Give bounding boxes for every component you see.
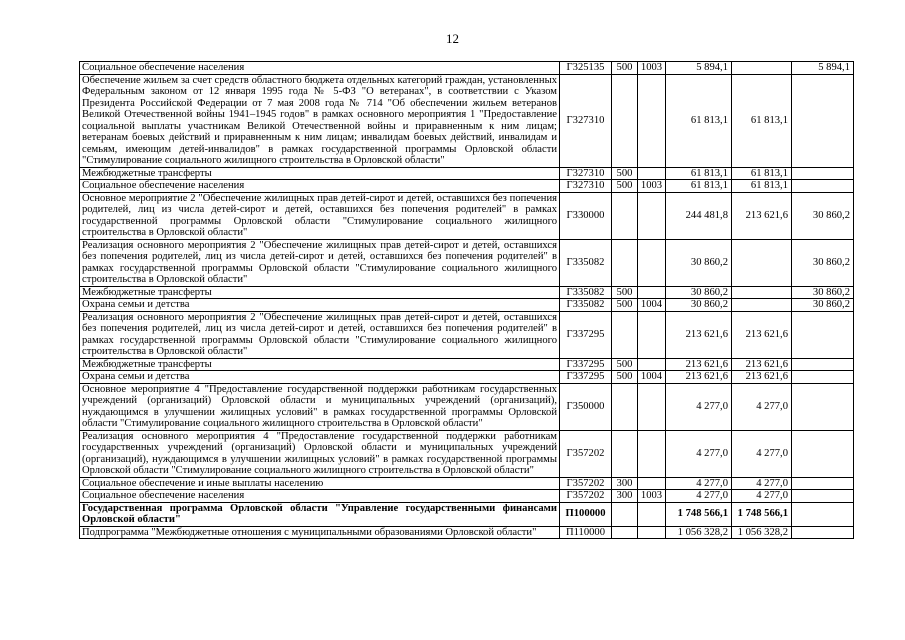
row-total-cell: 61 813,1 (666, 167, 732, 180)
row-total-cell: 4 277,0 (666, 477, 732, 490)
table-row (80, 477, 854, 490)
row-section-cell (638, 502, 666, 526)
row-expense-type-cell: 300 (612, 477, 638, 490)
row-total-cell: 5 894,1 (666, 62, 732, 75)
row-name-cell: Реализация основного мероприятия 4 "Предоставление государственной поддержки работникам государственных учреждений (организаций) Орловской области и муниципальных учреждений (организаций), нуждающимся в улучшении жилищных условий" в рамках государственной программы Орловской области "Стимулирование социального жилищного строительства в Орловской области" (80, 430, 560, 477)
row-name-cell: Межбюджетные трансферты (80, 358, 560, 371)
row-section-cell (638, 167, 666, 180)
row-expense-type-cell: 300 (612, 490, 638, 503)
row-amount2-cell (792, 383, 854, 430)
row-expense-type-cell: 500 (612, 358, 638, 371)
row-section-cell (638, 239, 666, 286)
row-expense-type-cell (612, 192, 638, 239)
table-row (80, 62, 854, 75)
row-code-cell: Г327310 (560, 167, 612, 180)
row-section-cell: 1003 (638, 62, 666, 75)
table-row (80, 167, 854, 180)
row-total-cell: 61 813,1 (666, 180, 732, 193)
row-section-cell: 1004 (638, 371, 666, 384)
row-name-cell: Охрана семьи и детства (80, 299, 560, 312)
table-body (80, 62, 854, 539)
row-name-cell: Обеспечение жильем за счет средств областного бюджета отдельных категорий граждан, установленных Федеральным законом от 12 января 1995 года № 5-ФЗ "О ветеранах", в соответствии с Указом Президента Российской Федерации от 7 мая 2008 года № 714 "Об обеспечении жильем ветеранов Великой Отечественной войны 1941–1945 годов" в рамках основного мероприятия 1 "Предоставление социальной выплаты участникам Великой Отечественной войны и приравненным к ним лицам; ветеранам боевых действий и приравненным к ним лицам; инвалидам боевых действий, инвалидам и семьям, имеющим детей-инвалидов" в рамках государственной программы Орловской области "Стимулирование социального жилищного строительства в Орловской области" (80, 74, 560, 167)
row-name-cell: Подпрограмма "Межбюджетные отношения с муниципальными образованиями Орловской области" (80, 526, 560, 539)
row-amount1-cell: 61 813,1 (732, 180, 792, 193)
row-expense-type-cell: 500 (612, 299, 638, 312)
row-name-cell: Государственная программа Орловской области "Управление государственными финансами Орловской области" (80, 502, 560, 526)
row-section-cell (638, 526, 666, 539)
row-amount2-cell (792, 167, 854, 180)
row-code-cell: Г357202 (560, 490, 612, 503)
row-name-cell: Охрана семьи и детства (80, 371, 560, 384)
row-amount1-cell: 4 277,0 (732, 490, 792, 503)
row-expense-type-cell (612, 430, 638, 477)
row-name-cell: Межбюджетные трансферты (80, 286, 560, 299)
row-total-cell: 1 056 328,2 (666, 526, 732, 539)
budget-table (79, 61, 854, 539)
row-name-cell: Социальное обеспечение населения (80, 62, 560, 75)
row-amount1-cell: 213 621,6 (732, 358, 792, 371)
row-code-cell: Г327310 (560, 180, 612, 193)
table-row (80, 299, 854, 312)
row-total-cell: 213 621,6 (666, 311, 732, 358)
row-code-cell: Г325135 (560, 62, 612, 75)
row-total-cell: 30 860,2 (666, 239, 732, 286)
row-amount2-cell (792, 358, 854, 371)
row-total-cell: 4 277,0 (666, 490, 732, 503)
row-expense-type-cell: 500 (612, 286, 638, 299)
row-code-cell: Г327310 (560, 74, 612, 167)
row-expense-type-cell (612, 239, 638, 286)
row-amount2-cell (792, 180, 854, 193)
row-code-cell: П100000 (560, 502, 612, 526)
row-section-cell (638, 286, 666, 299)
row-code-cell: Г357202 (560, 430, 612, 477)
row-code-cell: Г337295 (560, 358, 612, 371)
row-amount1-cell: 61 813,1 (732, 74, 792, 167)
row-amount2-cell (792, 371, 854, 384)
row-name-cell: Основное мероприятие 4 "Предоставление государственной поддержки работникам государственных учреждений (организаций) Орловской области и муниципальных учреждений (организаций), нуждающимся в улучшении жилищных условий" в рамках государственной программы Орловской области "Стимулирование социального жилищного строительства в Орловской области" (80, 383, 560, 430)
row-amount2-cell (792, 430, 854, 477)
row-amount2-cell (792, 311, 854, 358)
table-row (80, 286, 854, 299)
row-section-cell: 1004 (638, 299, 666, 312)
row-total-cell: 213 621,6 (666, 358, 732, 371)
table-row (80, 526, 854, 539)
row-expense-type-cell (612, 502, 638, 526)
row-name-cell: Реализация основного мероприятия 2 "Обеспечение жилищных прав детей-сирот и детей, оставшихся без попечения родителей, лиц из числа детей-сирот и детей, оставшихся без попечения родителей" в рамках государственной программы Орловской области "Стимулирование социального жилищного строительства в Орловской области" (80, 239, 560, 286)
row-section-cell (638, 477, 666, 490)
table-row (80, 180, 854, 193)
row-name-cell: Социальное обеспечение населения (80, 180, 560, 193)
row-amount2-cell (792, 502, 854, 526)
row-amount1-cell: 4 277,0 (732, 430, 792, 477)
table-row (80, 239, 854, 286)
row-name-cell: Реализация основного мероприятия 2 "Обеспечение жилищных прав детей-сирот и детей, оставшихся без попечения родителей, лиц из числа детей-сирот и детей, оставшихся без попечения родителей" в рамках государственной программы Орловской области "Стимулирование социального жилищного строительства в Орловской области" (80, 311, 560, 358)
row-amount1-cell: 213 621,6 (732, 311, 792, 358)
table-row (80, 490, 854, 503)
table-row (80, 74, 854, 167)
row-expense-type-cell (612, 311, 638, 358)
row-total-cell: 1 748 566,1 (666, 502, 732, 526)
row-amount2-cell: 5 894,1 (792, 62, 854, 75)
row-amount1-cell (732, 62, 792, 75)
row-expense-type-cell: 500 (612, 62, 638, 75)
row-section-cell (638, 192, 666, 239)
row-expense-type-cell: 500 (612, 371, 638, 384)
row-amount1-cell (732, 286, 792, 299)
row-section-cell: 1003 (638, 180, 666, 193)
row-code-cell: Г350000 (560, 383, 612, 430)
row-expense-type-cell (612, 383, 638, 430)
row-expense-type-cell (612, 526, 638, 539)
row-expense-type-cell (612, 74, 638, 167)
row-amount2-cell (792, 526, 854, 539)
row-code-cell: Г337295 (560, 371, 612, 384)
row-amount1-cell: 4 277,0 (732, 477, 792, 490)
row-total-cell: 30 860,2 (666, 286, 732, 299)
row-section-cell: 1003 (638, 490, 666, 503)
table-row (80, 430, 854, 477)
table-row (80, 383, 854, 430)
row-amount1-cell (732, 299, 792, 312)
row-amount2-cell (792, 74, 854, 167)
row-section-cell (638, 74, 666, 167)
page-number: 12 (446, 31, 459, 46)
row-name-cell: Межбюджетные трансферты (80, 167, 560, 180)
row-amount1-cell: 61 813,1 (732, 167, 792, 180)
row-code-cell: Г357202 (560, 477, 612, 490)
row-name-cell: Социальное обеспечение населения (80, 490, 560, 503)
row-section-cell (638, 311, 666, 358)
row-total-cell: 30 860,2 (666, 299, 732, 312)
row-amount2-cell: 30 860,2 (792, 299, 854, 312)
row-expense-type-cell: 500 (612, 167, 638, 180)
table-row (80, 358, 854, 371)
row-amount1-cell (732, 239, 792, 286)
row-code-cell: Г335082 (560, 286, 612, 299)
row-code-cell: Г335082 (560, 299, 612, 312)
table-row (80, 502, 854, 526)
row-amount1-cell: 213 621,6 (732, 371, 792, 384)
row-expense-type-cell: 500 (612, 180, 638, 193)
table-row (80, 192, 854, 239)
row-code-cell: П110000 (560, 526, 612, 539)
row-code-cell: Г330000 (560, 192, 612, 239)
row-code-cell: Г335082 (560, 239, 612, 286)
row-amount1-cell: 1 748 566,1 (732, 502, 792, 526)
row-amount1-cell: 1 056 328,2 (732, 526, 792, 539)
row-amount2-cell (792, 490, 854, 503)
table-row (80, 311, 854, 358)
table-row (80, 371, 854, 384)
row-section-cell (638, 430, 666, 477)
row-section-cell (638, 383, 666, 430)
row-total-cell: 244 481,8 (666, 192, 732, 239)
row-amount2-cell: 30 860,2 (792, 239, 854, 286)
row-amount1-cell: 4 277,0 (732, 383, 792, 430)
row-total-cell: 213 621,6 (666, 371, 732, 384)
row-total-cell: 61 813,1 (666, 74, 732, 167)
row-amount2-cell: 30 860,2 (792, 192, 854, 239)
row-code-cell: Г337295 (560, 311, 612, 358)
row-amount1-cell: 213 621,6 (732, 192, 792, 239)
row-section-cell (638, 358, 666, 371)
row-total-cell: 4 277,0 (666, 430, 732, 477)
row-total-cell: 4 277,0 (666, 383, 732, 430)
row-name-cell: Социальное обеспечение и иные выплаты населению (80, 477, 560, 490)
row-amount2-cell: 30 860,2 (792, 286, 854, 299)
row-name-cell: Основное мероприятие 2 "Обеспечение жилищных прав детей-сирот и детей, оставшихся без попечения родителей, лиц из числа детей-сирот и детей, оставшихся без попечения родителей" в рамках государственной программы Орловской области "Стимулирование социального жилищного строительства в Орловской области" (80, 192, 560, 239)
row-amount2-cell (792, 477, 854, 490)
